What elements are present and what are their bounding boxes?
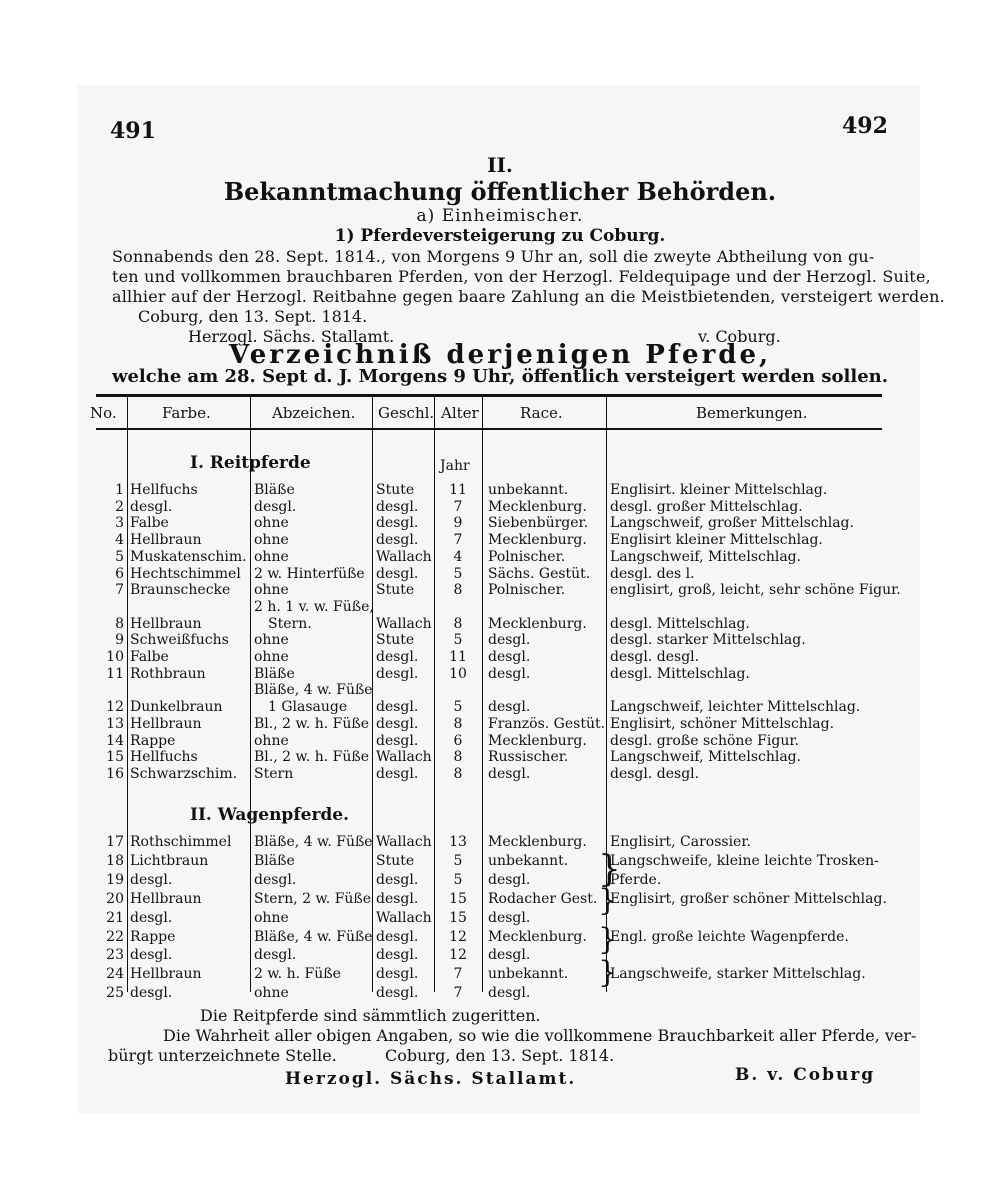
- cell-geschlecht: desgl.: [376, 699, 419, 716]
- cell-alter: 11: [449, 649, 467, 665]
- cell-farbe: Rappe: [130, 732, 176, 749]
- cell-no: 2: [115, 498, 124, 515]
- cell-farbe: Dunkelbraun: [130, 699, 223, 716]
- cell-no: 12: [106, 699, 124, 716]
- cell-alter: 8: [453, 715, 463, 732]
- cell-geschlecht: Stute: [376, 852, 415, 869]
- cell-alter: 8: [453, 582, 463, 599]
- cell-race: desgl.: [488, 871, 531, 888]
- cell-geschlecht: Stute: [376, 632, 415, 649]
- cell-race: Polnischer.: [488, 582, 566, 599]
- cell-bemerkungen: Englisirt, großer schöner Mittelschlag.: [610, 890, 887, 907]
- cell-geschlecht: desgl.: [376, 665, 419, 682]
- cell-bemerkungen: englisirt, groß, leicht, sehr schöne Figur.: [610, 582, 901, 599]
- cell-race: Mecklenburg.: [488, 498, 587, 515]
- cell-no: 7: [115, 582, 124, 599]
- footer-line-2: Die Wahrheit aller obigen Angaben, so wie die vollkommene Brauchbarkeit aller Pferde, ver-: [163, 1026, 917, 1045]
- cell-abzeichen: desgl.: [254, 498, 297, 515]
- cell-bemerkungen: Engl. große leichte Wagenpferde.: [610, 928, 849, 945]
- cell-abzeichen: Bl., 2 w. h. Füße: [254, 749, 369, 766]
- cell-geschlecht: desgl.: [376, 565, 419, 582]
- cell-bemerkungen: desgl. Mittelschlag.: [610, 665, 750, 682]
- cell-geschlecht: desgl.: [376, 515, 419, 532]
- cell-abzeichen-continued: Stern.: [268, 615, 312, 632]
- cell-abzeichen: Bläße: [254, 852, 295, 869]
- cell-abzeichen: Bläße, 4 w. Füße: [254, 682, 373, 699]
- cell-geschlecht: desgl.: [376, 765, 419, 782]
- cell-no: 24: [106, 966, 124, 983]
- cell-geschlecht: Wallach: [376, 909, 432, 926]
- cell-geschlecht: desgl.: [376, 966, 419, 983]
- cell-farbe: Hellbraun: [130, 715, 202, 732]
- cell-alter: 7: [453, 985, 463, 1002]
- col-divider-farbe: [250, 396, 251, 992]
- cell-race: desgl.: [488, 909, 531, 926]
- cell-farbe: Muskatenschim.: [130, 548, 247, 565]
- notice-line-3: allhier auf der Herzogl. Reitbahne gegen baare Zahlung an die Meistbietenden, versteigert werden.: [112, 287, 945, 306]
- cell-race: desgl.: [488, 665, 531, 682]
- footer-line-1: Die Reitpferde sind sämmtlich zugeritten.: [200, 1006, 541, 1025]
- cell-bemerkungen: Langschweife, starker Mittelschlag.: [610, 966, 866, 983]
- cell-abzeichen: Bläße: [254, 482, 295, 498]
- cell-alter: 7: [453, 498, 463, 515]
- cell-abzeichen: ohne: [254, 649, 289, 665]
- cell-geschlecht: desgl.: [376, 947, 419, 964]
- cell-farbe: Hechtschimmel: [130, 565, 241, 582]
- cell-abzeichen-continued: 1 Glasauge: [268, 699, 348, 716]
- cell-no: 19: [106, 871, 124, 888]
- page-number-right: 492: [842, 113, 888, 139]
- cell-geschlecht: desgl.: [376, 732, 419, 749]
- cell-abzeichen: ohne: [254, 732, 289, 749]
- cell-race: Russischer.: [488, 749, 569, 766]
- cell-race: Mecklenburg.: [488, 928, 587, 945]
- cell-bemerkungen: Englisirt, Carossier.: [610, 834, 751, 850]
- cell-farbe: Hellfuchs: [130, 482, 198, 498]
- section-subtitle: a) Einheimischer.: [416, 206, 584, 226]
- cell-race: Polnischer.: [488, 548, 566, 565]
- cell-bemerkungen: desgl. Mittelschlag.: [610, 615, 750, 632]
- cell-geschlecht: desgl.: [376, 532, 419, 549]
- age-unit-label: Jahr: [440, 458, 470, 474]
- page-title: Bekanntmachung öffentlicher Behörden.: [223, 177, 777, 206]
- group-label-wagenpferde: II. Wagenpferde.: [190, 805, 350, 825]
- cell-no: 21: [106, 909, 124, 926]
- cell-no: 3: [115, 515, 124, 532]
- cell-farbe: Hellbraun: [130, 966, 202, 983]
- cell-no: 22: [106, 928, 124, 945]
- cell-alter: 12: [449, 947, 467, 964]
- cell-geschlecht: desgl.: [376, 890, 419, 907]
- cell-no: 18: [106, 852, 124, 869]
- cell-no: 13: [106, 715, 124, 732]
- cell-no: 9: [115, 632, 124, 649]
- cell-alter: 7: [453, 532, 463, 549]
- cell-alter: 8: [453, 765, 463, 782]
- cell-abzeichen: Stern, 2 w. Füße: [254, 890, 372, 907]
- cell-farbe: Rothbraun: [130, 665, 206, 682]
- cell-no: 11: [106, 665, 124, 682]
- cell-race: Mecklenburg.: [488, 532, 587, 549]
- brace-mark: }: [598, 922, 618, 957]
- brace-mark: }: [598, 883, 618, 918]
- cell-geschlecht: Wallach: [376, 834, 432, 850]
- cell-farbe: Rappe: [130, 928, 176, 945]
- cell-alter: 5: [453, 871, 463, 888]
- cell-alter: 8: [453, 615, 463, 632]
- notice-line-1: Sonnabends den 28. Sept. 1814., von Morgens 9 Uhr an, soll die zweyte Abtheilung von gu-: [112, 247, 875, 266]
- cell-alter: 12: [449, 928, 467, 945]
- cell-alter: 7: [453, 966, 463, 983]
- signature-authority: Herzogl. Sächs. Stallamt.: [285, 1069, 577, 1089]
- cell-farbe: desgl.: [130, 498, 173, 515]
- cell-geschlecht: desgl.: [376, 985, 419, 1002]
- cell-geschlecht: Wallach: [376, 749, 432, 766]
- cell-alter: 9: [453, 515, 463, 532]
- cell-farbe: desgl.: [130, 985, 173, 1002]
- cell-no: 6: [115, 565, 124, 582]
- footer-line-3b: Coburg, den 13. Sept. 1814.: [385, 1046, 615, 1065]
- cell-abzeichen: desgl.: [254, 947, 297, 964]
- cell-no: 15: [106, 749, 124, 766]
- notice-line-2: ten und vollkommen brauchbaren Pferden, von der Herzogl. Feldequipage und der Herzogl. Suite,: [112, 267, 931, 286]
- cell-no: 4: [115, 532, 124, 549]
- cell-race: Siebenbürger.: [488, 515, 589, 532]
- cell-race: Mecklenburg.: [488, 732, 587, 749]
- cell-no: 23: [106, 947, 124, 964]
- cell-abzeichen: Stern: [254, 765, 294, 782]
- cell-bemerkungen: Langschweif, Mittelschlag.: [610, 749, 802, 766]
- cell-alter: 11: [449, 482, 467, 498]
- header-alter: Alter: [441, 404, 479, 422]
- cell-race: unbekannt.: [488, 482, 569, 498]
- header-geschl: Geschl.: [378, 404, 435, 422]
- cell-bemerkungen: desgl. großer Mittelschlag.: [610, 498, 803, 515]
- header-farbe: Farbe.: [162, 404, 211, 422]
- table-header-rule: [96, 428, 882, 430]
- cell-geschlecht: desgl.: [376, 498, 419, 515]
- cell-farbe: desgl.: [130, 909, 173, 926]
- cell-bemerkungen: Langschweife, kleine leichte Trosken-: [610, 852, 879, 869]
- cell-no: 10: [106, 649, 124, 665]
- table-top-rule: [96, 394, 882, 397]
- list-title: Verzeichniß derjenigen Pferde,: [228, 340, 772, 370]
- cell-geschlecht: Wallach: [376, 615, 432, 632]
- cell-farbe: Rothschimmel: [130, 834, 232, 850]
- cell-abzeichen: ohne: [254, 909, 289, 926]
- cell-bemerkungen: desgl. große schöne Figur.: [610, 732, 799, 749]
- cell-abzeichen: desgl.: [254, 871, 297, 888]
- cell-abzeichen: Bläße, 4 w. Füße: [254, 834, 373, 850]
- cell-no: 5: [115, 548, 124, 565]
- cell-farbe: Lichtbraun: [130, 852, 209, 869]
- cell-no: 14: [106, 732, 124, 749]
- brace-mark: }: [598, 849, 621, 890]
- cell-abzeichen: ohne: [254, 515, 289, 532]
- cell-farbe: Hellbraun: [130, 532, 202, 549]
- col-divider-no: [127, 396, 128, 992]
- cell-no: 8: [115, 615, 124, 632]
- cell-no: 17: [106, 834, 124, 850]
- header-abzeichen: Abzeichen.: [272, 404, 356, 422]
- signature-name: B. v. Coburg: [735, 1065, 876, 1085]
- cell-farbe: desgl.: [130, 947, 173, 964]
- cell-bemerkungen: desgl. des l.: [610, 565, 695, 582]
- cell-race: unbekannt.: [488, 966, 569, 983]
- cell-geschlecht: desgl.: [376, 649, 419, 665]
- header-race: Race.: [520, 404, 563, 422]
- cell-no: 25: [106, 985, 124, 1002]
- cell-geschlecht: desgl.: [376, 871, 419, 888]
- cell-alter: 4: [453, 548, 463, 565]
- notice-authority-right: v. Coburg.: [698, 327, 781, 346]
- cell-bemerkungen: Englisirt kleiner Mittelschlag.: [610, 532, 823, 549]
- page-number-left: 491: [110, 118, 156, 144]
- cell-geschlecht: desgl.: [376, 715, 419, 732]
- col-divider-alter: [482, 396, 483, 992]
- cell-farbe: Hellbraun: [130, 615, 202, 632]
- cell-race: desgl.: [488, 947, 531, 964]
- cell-farbe: desgl.: [130, 871, 173, 888]
- cell-abzeichen: 2 w. Hinterfüße: [254, 565, 365, 582]
- cell-race: desgl.: [488, 649, 531, 665]
- cell-race: desgl.: [488, 765, 531, 782]
- list-subtitle: welche am 28. Sept d. J. Morgens 9 Uhr, öffentlich versteigert werden sollen.: [111, 366, 889, 387]
- cell-farbe: Hellbraun: [130, 890, 202, 907]
- cell-alter: 5: [453, 632, 463, 649]
- cell-no: 1: [115, 482, 124, 498]
- cell-farbe: Falbe: [130, 649, 169, 665]
- cell-bemerkungen: Langschweif, leichter Mittelschlag.: [610, 699, 861, 716]
- cell-bemerkungen: Englisirt. kleiner Mittelschlag.: [610, 482, 828, 498]
- notice-place-date: Coburg, den 13. Sept. 1814.: [138, 307, 368, 326]
- cell-bemerkungen: Pferde.: [610, 871, 662, 888]
- cell-abzeichen: ohne: [254, 582, 289, 599]
- notice-authority-left: Herzogl. Sächs. Stallamt.: [188, 327, 395, 346]
- footer-line-3a: bürgt unterzeichnete Stelle.: [108, 1046, 337, 1065]
- cell-alter: 13: [449, 834, 467, 850]
- cell-farbe: Hellfuchs: [130, 749, 198, 766]
- brace-mark: }: [598, 955, 618, 990]
- cell-bemerkungen: desgl. desgl.: [610, 649, 700, 665]
- cell-race: Mecklenburg.: [488, 615, 587, 632]
- cell-farbe: Falbe: [130, 515, 169, 532]
- cell-abzeichen: ohne: [254, 632, 289, 649]
- cell-bemerkungen: Langschweif, Mittelschlag.: [610, 548, 802, 565]
- group-label-reitpferde: I. Reitpferde: [190, 453, 311, 473]
- cell-alter: 8: [453, 749, 463, 766]
- section-numeral: II.: [487, 153, 513, 177]
- cell-race: Sächs. Gestüt.: [488, 565, 591, 582]
- auction-heading: 1) Pferdeversteigerung zu Coburg.: [334, 226, 666, 246]
- cell-no: 20: [106, 890, 124, 907]
- cell-geschlecht: Wallach: [376, 548, 432, 565]
- cell-abzeichen: ohne: [254, 532, 289, 549]
- cell-bemerkungen: desgl. starker Mittelschlag.: [610, 632, 806, 649]
- cell-geschlecht: Stute: [376, 482, 415, 498]
- cell-farbe: Schwarzschim.: [130, 765, 238, 782]
- cell-alter: 10: [449, 665, 467, 682]
- cell-alter: 5: [453, 565, 463, 582]
- cell-race: desgl.: [488, 699, 531, 716]
- cell-farbe: Schweißfuchs: [130, 632, 229, 649]
- cell-abzeichen: 2 h. 1 v. w. Füße,: [254, 598, 374, 615]
- header-bemerkungen: Bemerkungen.: [696, 404, 808, 422]
- cell-farbe: Braunschecke: [130, 582, 231, 599]
- cell-alter: 15: [449, 890, 467, 907]
- cell-abzeichen: Bläße, 4 w. Füße: [254, 928, 373, 945]
- cell-alter: 6: [453, 732, 463, 749]
- cell-race: unbekannt.: [488, 852, 569, 869]
- cell-abzeichen: ohne: [254, 985, 289, 1002]
- col-divider-geschl: [434, 396, 435, 992]
- cell-alter: 15: [449, 909, 467, 926]
- cell-no: 16: [106, 765, 124, 782]
- cell-race: Rodacher Gest.: [488, 890, 598, 907]
- cell-race: Französ. Gestüt.: [488, 715, 606, 732]
- cell-abzeichen: ohne: [254, 548, 289, 565]
- cell-geschlecht: desgl.: [376, 928, 419, 945]
- cell-abzeichen: Bläße: [254, 665, 295, 682]
- cell-race: desgl.: [488, 985, 531, 1002]
- cell-race: desgl.: [488, 632, 531, 649]
- cell-alter: 5: [453, 699, 463, 716]
- cell-abzeichen: 2 w. h. Füße: [254, 966, 341, 983]
- cell-bemerkungen: Englisirt, schöner Mittelschlag.: [610, 715, 835, 732]
- header-no: No.: [90, 404, 117, 422]
- cell-geschlecht: Stute: [376, 582, 415, 599]
- cell-alter: 5: [453, 852, 463, 869]
- cell-race: Mecklenburg.: [488, 834, 587, 850]
- cell-bemerkungen: desgl. desgl.: [610, 765, 700, 782]
- cell-bemerkungen: Langschweif, großer Mittelschlag.: [610, 515, 854, 532]
- cell-abzeichen: Bl., 2 w. h. Füße: [254, 715, 369, 732]
